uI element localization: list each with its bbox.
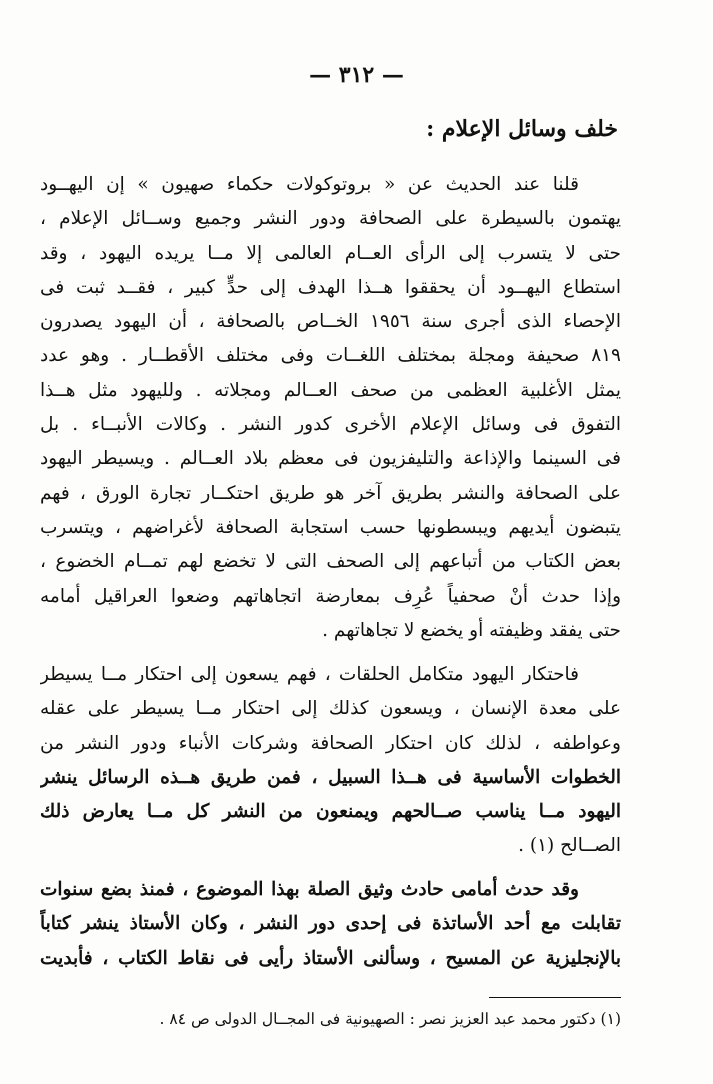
text-line: فاحتكار اليهود متكامل الحلقات ، فهم يسعون إلى احتكار مــا يسيطر	[40, 664, 579, 685]
text-line: حتى لا يتسرب إلى الرأى العــام العالمى إلا مــا يريده اليهود ، وقد	[40, 242, 621, 264]
text-line: الإحصاء الذى أجرى سنة ١٩٥٦ الخــاص بالصحافة ، أن اليهود يصدرون	[40, 311, 621, 333]
page-number: — ٣١٢ —	[309, 62, 404, 88]
text-line: يهتمون بالسيطرة على الصحافة ودور النشر وجميع وســائل الإعلام ،	[40, 208, 621, 230]
text-line: وعواطفه ، لذلك كان احتكار الصحافة وشركات الأنباء ودور النشر من	[40, 732, 621, 754]
text-line: ٨١٩ صحيفة ومجلة بمختلف اللغــات وفى مختلف الأقطــار . وهو عدد	[40, 345, 621, 367]
text-line: فى السينما والإذاعة والتليفزيون فى معظم بلاد العــالم . ويسيطر اليهود	[40, 448, 621, 470]
footnote-divider	[489, 997, 621, 998]
text-line: يمثل الأغلبية العظمى من صحف العــالم ومجلاته . ولليهود مثل هــذا	[40, 379, 621, 401]
text-line: الصــالح (١) .	[518, 835, 621, 857]
text-line: على معدة الإنسان ، ويسعون كذلك إلى احتكار مــا يسيطر على عقله	[40, 698, 621, 720]
text-line: التفوق فى وسائل الإعلام الأخرى كدور النشر . وكالات الأنبــاء . بل	[40, 414, 621, 436]
text-line: اليهود مــا يناسب صــالحهم ويمنعون من النشر كل مــا يعارض ذلك	[40, 801, 621, 823]
text-line: بعض الكتاب من أتباعهم إلى الصحف التى لا تخضع لهم تمــام الخضوع ،	[40, 551, 621, 573]
text-line: تقابلت مع أحد الأساتذة فى إحدى دور النشر ، وكان الأستاذ ينشر كتاباً	[40, 913, 621, 935]
text-line: استطاع اليهــود أن يحققوا هــذا الهدف إلى حدٍّ كبير ، فقــد ثبت فى	[40, 276, 621, 298]
text-line: الخطوات الأساسية فى هــذا السبيل ، فمن طريق هــذه الرسائل ينشر	[40, 766, 621, 788]
text-line: قلنا عند الحديث عن « بروتوكولات حكماء صهيون » إن اليهــود	[40, 174, 579, 195]
text-line: وقد حدث أمامى حادث وثيق الصلة بهذا الموضوع ، فمنذ بضع سنوات	[40, 879, 579, 900]
section-heading: خلف وسائل الإعلام :	[426, 116, 618, 142]
paragraph-3	[40, 873, 621, 976]
paragraph-2	[40, 658, 621, 864]
text-line: بالإنجليزية عن المسيح ، وسألنى الأستاذ رأيى فى نقاط الكتاب ، فأبديت	[40, 947, 621, 969]
text-line: وإذا حدث أنْ صحفياً عُرِف بمعارضة اتجاهاتهم وضعوا العراقيل أمامه	[40, 585, 621, 607]
text-line: يتبضون أيديهم ويبسطونها حسب استجابة الصحافة لأغراضهم ، ويتسرب	[40, 516, 621, 538]
footnote: (١) دكتور محمد عبد العزيز نصر : الصهيونية فى المجــال الدولى ص ٨٤ .	[159, 1010, 621, 1028]
text-line: حتى يفقد وظيفته أو يخضع لا تجاهاتهم .	[322, 619, 621, 641]
text-line: على الصحافة والنشر بطريق آخر هو طريق احتكــار تجارة الورق ، فهم	[40, 482, 621, 504]
paragraph-1	[40, 168, 621, 648]
